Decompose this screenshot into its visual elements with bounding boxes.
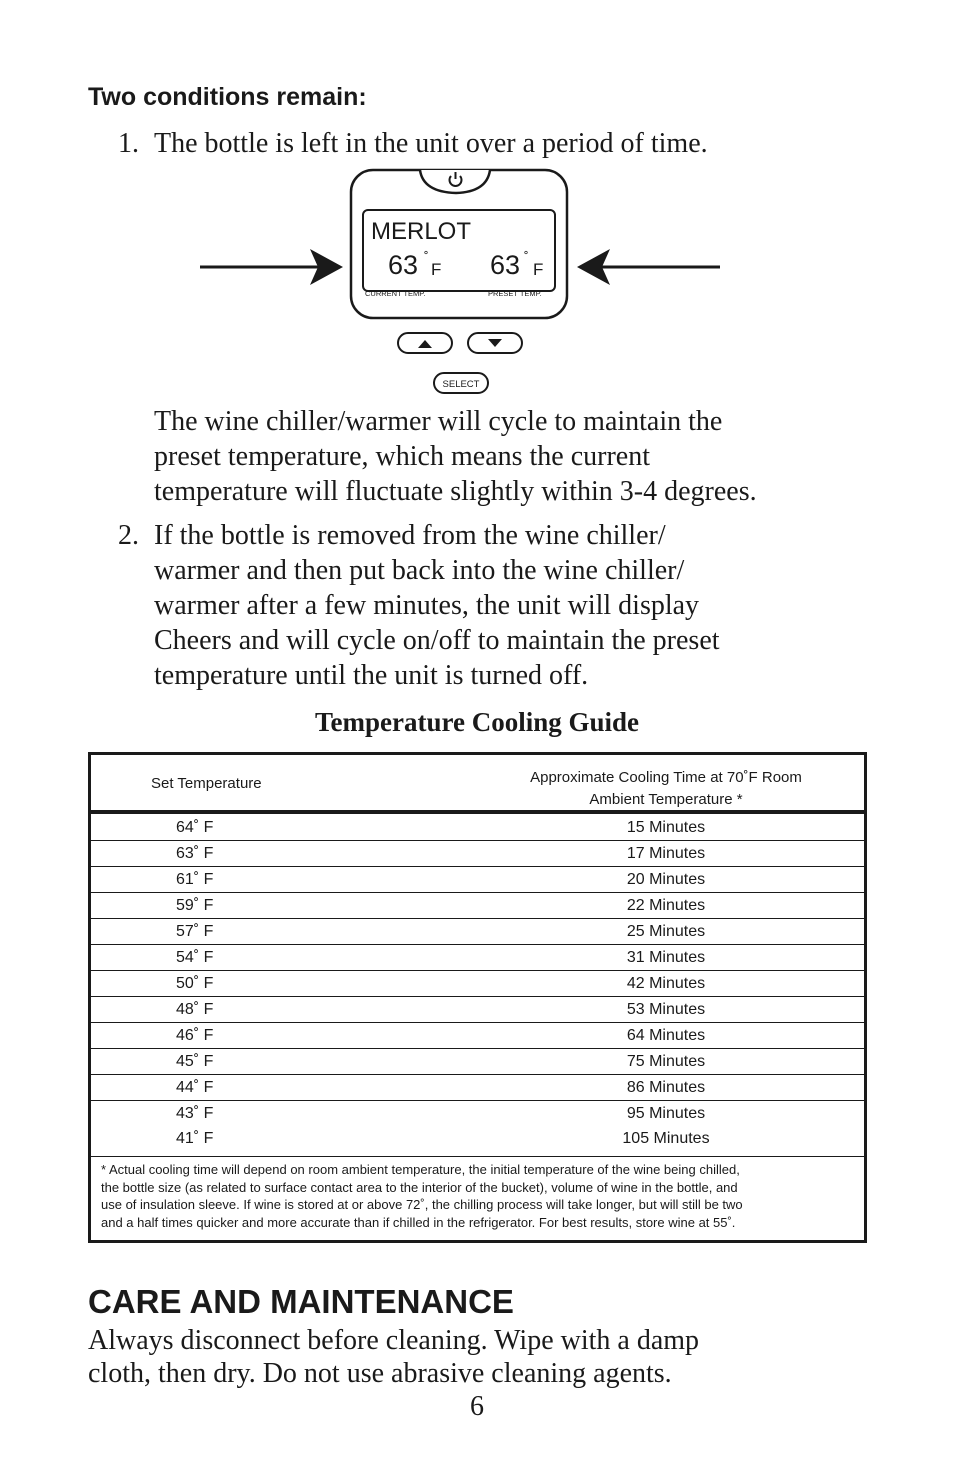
left-arrow-icon	[200, 249, 343, 285]
col-header-set-temperature: Set Temperature	[151, 775, 262, 792]
time-cell: 25 Minutes	[626, 923, 706, 940]
table-row	[91, 997, 864, 1023]
guide-title: Temperature Cooling Guide	[314, 707, 639, 737]
select-label: SELECT	[442, 379, 480, 390]
cooling-guide-table	[88, 752, 867, 1243]
detail-line: preset temperature, which means the current	[154, 441, 651, 472]
item-2-line: warmer after a few minutes, the unit will display	[154, 590, 700, 621]
item-1-detail	[154, 404, 894, 509]
temp-cell: 41˚ F	[176, 1130, 214, 1147]
page-number: 6	[470, 1391, 484, 1422]
col-header-line: Ambient Temperature *	[589, 791, 743, 808]
detail-line: temperature will fluctuate slightly within 3-4 degrees.	[154, 476, 757, 507]
temp-cell: 57˚ F	[176, 923, 214, 940]
col-header-cooling-time	[491, 767, 841, 811]
table-footnote	[101, 1161, 856, 1231]
table-row	[91, 919, 864, 945]
chiller-control-panel-diagram	[198, 165, 723, 400]
table-row	[91, 867, 864, 893]
col-header-line: Approximate Cooling Time at 70˚F Room	[530, 769, 802, 786]
temp-cell: 43˚ F	[176, 1105, 214, 1122]
temp-cell: 54˚ F	[176, 949, 214, 966]
table-row	[91, 945, 864, 971]
temp-cell: 48˚ F	[176, 1001, 214, 1018]
table-row	[91, 1101, 864, 1126]
table-body	[91, 815, 864, 1151]
table-row	[91, 893, 864, 919]
time-cell: 15 Minutes	[626, 819, 706, 836]
table-header	[91, 755, 864, 814]
table-row	[91, 1075, 864, 1101]
wine-label: MERLOT	[371, 218, 472, 245]
care-line: cloth, then dry. Do not use abrasive cleaning agents.	[88, 1358, 672, 1389]
preset-unit: F	[533, 260, 544, 279]
footnote-line: the bottle size (as related to surface contact area to the interior of the bucket), volume of wine in the bottle, and	[101, 1179, 738, 1195]
footnote-divider	[91, 1156, 864, 1157]
care-text	[88, 1324, 888, 1390]
temp-cell: 63˚ F	[176, 845, 214, 862]
current-temp: 63	[388, 250, 419, 280]
footnote-line: * Actual cooling time will depend on room ambient temperature, the initial temperature of the wine being chilled,	[101, 1162, 740, 1177]
right-arrow-icon	[577, 249, 720, 285]
current-degree: ˚	[424, 249, 429, 265]
temp-cell: 59˚ F	[176, 897, 214, 914]
table-row	[91, 971, 864, 997]
temp-cell: 45˚ F	[176, 1053, 214, 1070]
time-cell: 75 Minutes	[626, 1053, 706, 1070]
footnote-line: use of insulation sleeve. If wine is stored at or above 72˚, the chilling process will take longer, but will still be two	[101, 1197, 743, 1212]
table-row	[91, 1126, 864, 1151]
current-temp-caption: CURRENT TEMP.	[365, 289, 426, 298]
temp-cell: 46˚ F	[176, 1027, 214, 1044]
time-cell: 31 Minutes	[626, 949, 706, 966]
temp-cell: 61˚ F	[176, 871, 214, 888]
temp-cell: 44˚ F	[176, 1079, 214, 1096]
preset-temp-caption: PRESET TEMP.	[488, 289, 542, 298]
time-cell: 95 Minutes	[626, 1105, 706, 1122]
detail-line: The wine chiller/warmer will cycle to maintain the	[154, 406, 723, 437]
item-2-line: temperature until the unit is turned off.	[154, 660, 589, 691]
item-number-2: 2.	[118, 520, 139, 551]
preset-degree: ˚	[524, 249, 529, 265]
temp-cell: 64˚ F	[176, 819, 214, 836]
item-1-text: The bottle is left in the unit over a period of time.	[154, 128, 708, 159]
time-cell: 17 Minutes	[626, 845, 706, 862]
item-2-line: If the bottle is removed from the wine chiller/	[154, 520, 666, 551]
item-2-line: Cheers and will cycle on/off to maintain the preset	[154, 625, 720, 656]
time-cell: 86 Minutes	[626, 1079, 706, 1096]
table-row	[91, 1023, 864, 1049]
table-row	[91, 841, 864, 867]
time-cell: 105 Minutes	[622, 1130, 710, 1147]
table-row	[91, 815, 864, 841]
section-heading: Two conditions remain:	[88, 83, 367, 111]
table-row	[91, 1049, 864, 1075]
temp-cell: 50˚ F	[176, 975, 214, 992]
item-2-text	[154, 518, 894, 693]
item-2-line: warmer and then put back into the wine chiller/	[154, 555, 685, 586]
care-line: Always disconnect before cleaning. Wipe with a damp	[88, 1325, 700, 1356]
care-heading: CARE AND MAINTENANCE	[88, 1283, 514, 1320]
preset-temp: 63	[490, 250, 521, 280]
time-cell: 20 Minutes	[626, 871, 706, 888]
time-cell: 22 Minutes	[626, 897, 706, 914]
time-cell: 64 Minutes	[626, 1027, 706, 1044]
item-number-1: 1.	[118, 128, 139, 159]
current-unit: F	[431, 260, 442, 279]
footnote-line: and a half times quicker and more accurate than if chilled in the refrigerator. For best results, store wine at 55˚.	[101, 1214, 736, 1230]
time-cell: 42 Minutes	[626, 975, 706, 992]
time-cell: 53 Minutes	[626, 1001, 706, 1018]
